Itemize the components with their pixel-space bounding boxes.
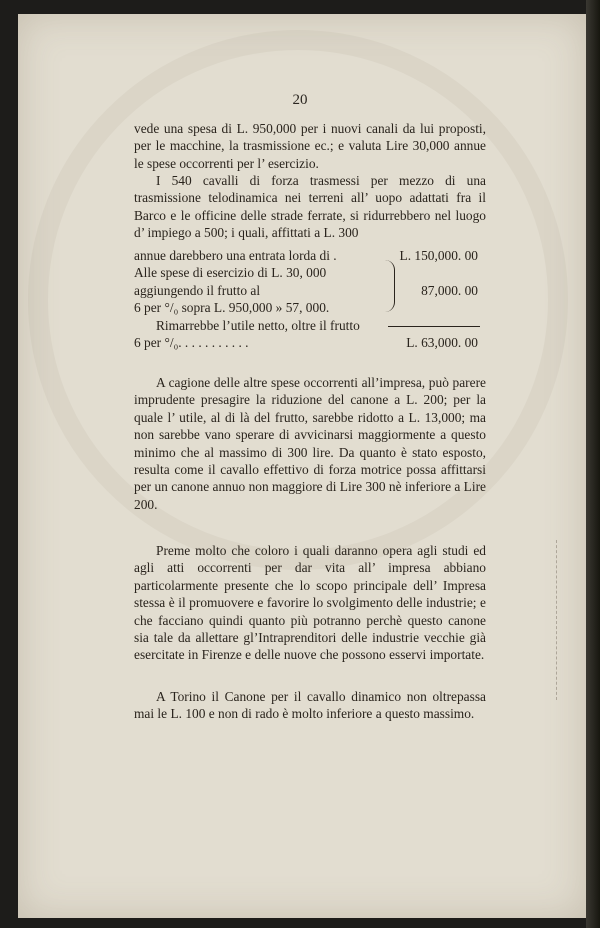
ledger-value: 87,000. 00 bbox=[421, 282, 478, 298]
page-number: 20 bbox=[292, 92, 308, 108]
ledger-label: 6 per °/₀. . . . . . . . . . . bbox=[134, 334, 249, 350]
paragraph-text: vede una spesa di L. 950,000 per i nuovi canali da lui proposti, per le macchine, la trasmissione ec.; e valuta Lire 30,000 annue le spese occorrenti per l’ esercizio. bbox=[134, 121, 486, 171]
sum-rule bbox=[388, 326, 480, 327]
revenue-ledger bbox=[134, 247, 486, 351]
paragraph-torino bbox=[134, 688, 486, 723]
paragraph-text: A cagione delle altre spese occorrenti all’impresa, può parere imprudente presagire la riduzione del canone a L. 200; per la quale l’ utile, al di là del frutto, sarebbe ridotto a L. 13,000; ma non sarebbe vano sperare di avvicinarsi maggiormente a questo minimo che al massimo di 300 lire. Da quanto è stato esposto, resulta come il cavallo effettivo di forza motrice possa affittarsi per un canone annuo non maggiore di Lire 300 nè inferiore a Lire 200. bbox=[134, 375, 486, 512]
ledger-row bbox=[134, 282, 486, 299]
ledger-row bbox=[134, 247, 486, 264]
ledger-label: annue darebbero una entrata lorda di . bbox=[134, 248, 337, 263]
ledger-label: Alle spese di esercizio di L. 30, 000 bbox=[134, 265, 327, 281]
ledger-row bbox=[134, 264, 486, 281]
ledger-label: aggiungendo il frutto al bbox=[134, 282, 261, 298]
paragraph-canone bbox=[134, 374, 486, 513]
page-edge-shadow bbox=[586, 0, 600, 928]
ledger-value: L. 63,000. 00 bbox=[406, 334, 478, 350]
ledger-row bbox=[134, 299, 486, 316]
paragraph-continuation bbox=[134, 120, 486, 172]
paragraph-horses bbox=[134, 172, 486, 242]
paragraph-text: A Torino il Canone per il cavallo dinamico non oltrepassa mai le L. 100 e non di rado è molto inferiore a questo massimo. bbox=[134, 689, 486, 722]
ledger-row bbox=[134, 334, 486, 351]
ledger-label: 6 per °/₀ sopra L. 950,000 » 57, 000. bbox=[134, 300, 330, 316]
paragraph-impresa bbox=[134, 542, 486, 664]
paragraph-text: I 540 cavalli di forza trasmessi per mezzo di una trasmissione telodinamica nei terreni all’ uopo adattati fra il Barco e le officine delle strade ferrate, si ridurrebbero nel luogo d’ impiego a 500; i quali, affittati a L. 300 bbox=[134, 173, 486, 241]
margin-mark bbox=[556, 540, 557, 700]
ledger-value: L. 150,000. 00 bbox=[399, 248, 478, 263]
paragraph-text: Preme molto che coloro i quali daranno opera agli studi ed agli atti occorrenti per dar vita all’ impresa abbiano particolarmente presente che lo scopo principale dell’ Impresa stessa è il promuovere e favorire lo svolgimento delle industrie; e che facciano quindi quanto più potranno perchè questo canone sia tale da allettare gl’Intraprenditori delle industrie vecchie già esercitate in Firenze e delle nuove che possono esservi importate. bbox=[134, 543, 486, 663]
ledger-label: Rimarrebbe l’utile netto, oltre il frutto bbox=[156, 317, 360, 333]
brace-symbol bbox=[384, 260, 395, 312]
